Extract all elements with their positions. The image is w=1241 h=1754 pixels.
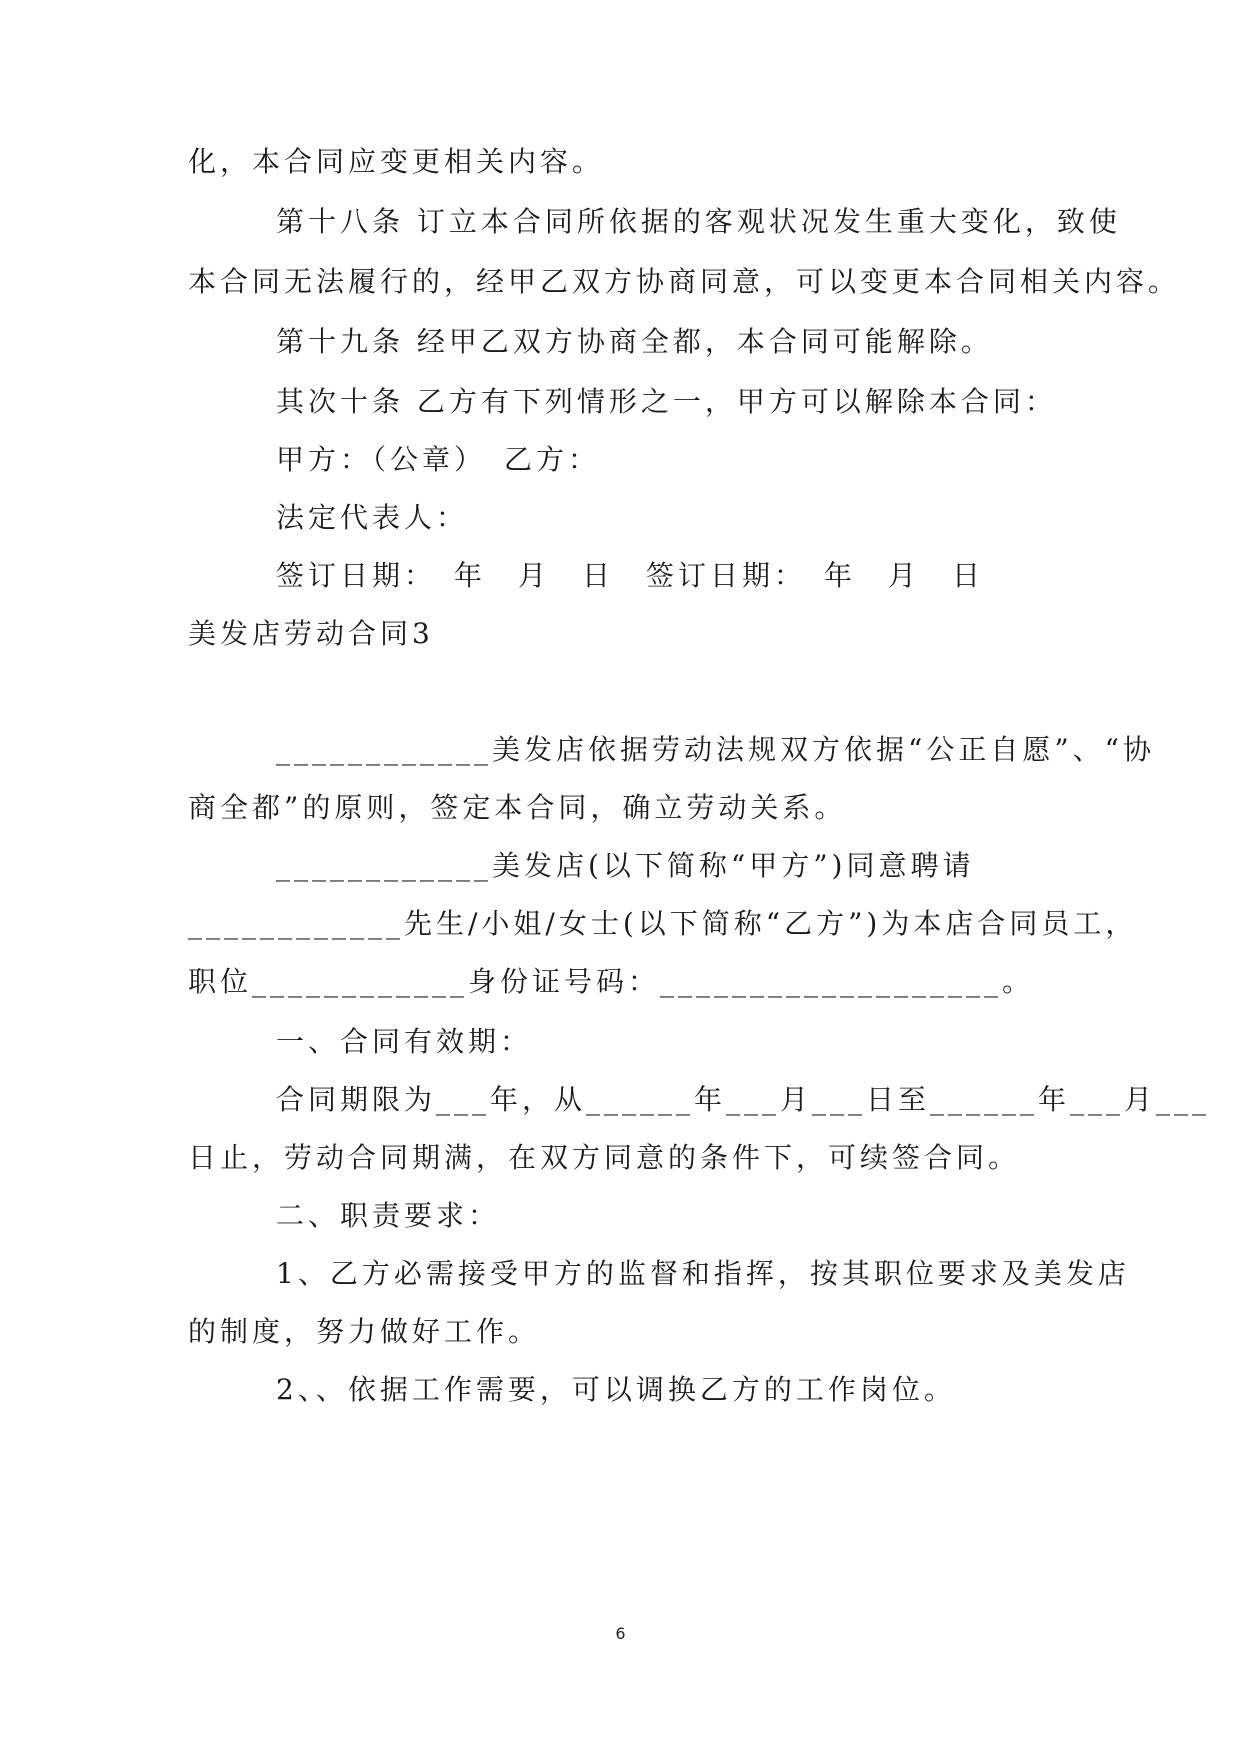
paragraph-line: 第十九条 经甲乙双方协商全都，本合同可能解除。 xyxy=(276,325,993,358)
paragraph-line: 合同期限为___年，从______年___月___日至______年___月___ xyxy=(276,1083,1211,1116)
paragraph-line: ____________先生/小姐/女士(以下简称“乙方”)为本店合同员工， xyxy=(188,907,1138,940)
paragraph-line: 商全都”的原则，签定本合同，确立劳动关系。 xyxy=(188,791,847,824)
paragraph-line: 其次十条 乙方有下列情形之一，甲方可以解除本合同： xyxy=(276,385,1057,418)
paragraph-line: 本合同无法履行的，经甲乙双方协商同意，可以变更本合同相关内容。 xyxy=(188,265,1181,298)
paragraph-line: 化，本合同应变更相关内容。 xyxy=(188,145,605,178)
paragraph-line: 第十八条 订立本合同所依据的客观状况发生重大变化，致使 xyxy=(276,205,1121,238)
paragraph-line: 日止，劳动合同期满，在双方同意的条件下，可续签合同。 xyxy=(188,1141,1021,1174)
paragraph-line: 2、、依据工作需要，可以调换乙方的工作岗位。 xyxy=(276,1373,956,1406)
paragraph-line: 二、职责要求： xyxy=(276,1199,501,1232)
paragraph-line: 1、乙方必需接受甲方的监督和指挥，按其职位要求及美发店 xyxy=(276,1257,1130,1290)
paragraph-line: 职位____________身份证号码：___________________。 xyxy=(188,965,1035,998)
paragraph-line: 的制度，努力做好工作。 xyxy=(188,1315,541,1348)
page-number: 6 xyxy=(615,1624,626,1643)
paragraph-line: 签订日期： 年 月 日 签订日期： 年 月 日 xyxy=(276,559,985,592)
paragraph-line: 法定代表人： xyxy=(276,501,469,534)
paragraph-line: 甲方：（公章） 乙方： xyxy=(276,443,601,476)
paragraph-line: 一、合同有效期： xyxy=(276,1025,533,1058)
section-title: 美发店劳动合同3 xyxy=(188,617,434,650)
paragraph-line: ____________美发店(以下简称“甲方”)同意聘请 xyxy=(276,849,975,882)
paragraph-line: ____________美发店依据劳动法规双方依据“公正自愿”、“协 xyxy=(276,733,1155,766)
